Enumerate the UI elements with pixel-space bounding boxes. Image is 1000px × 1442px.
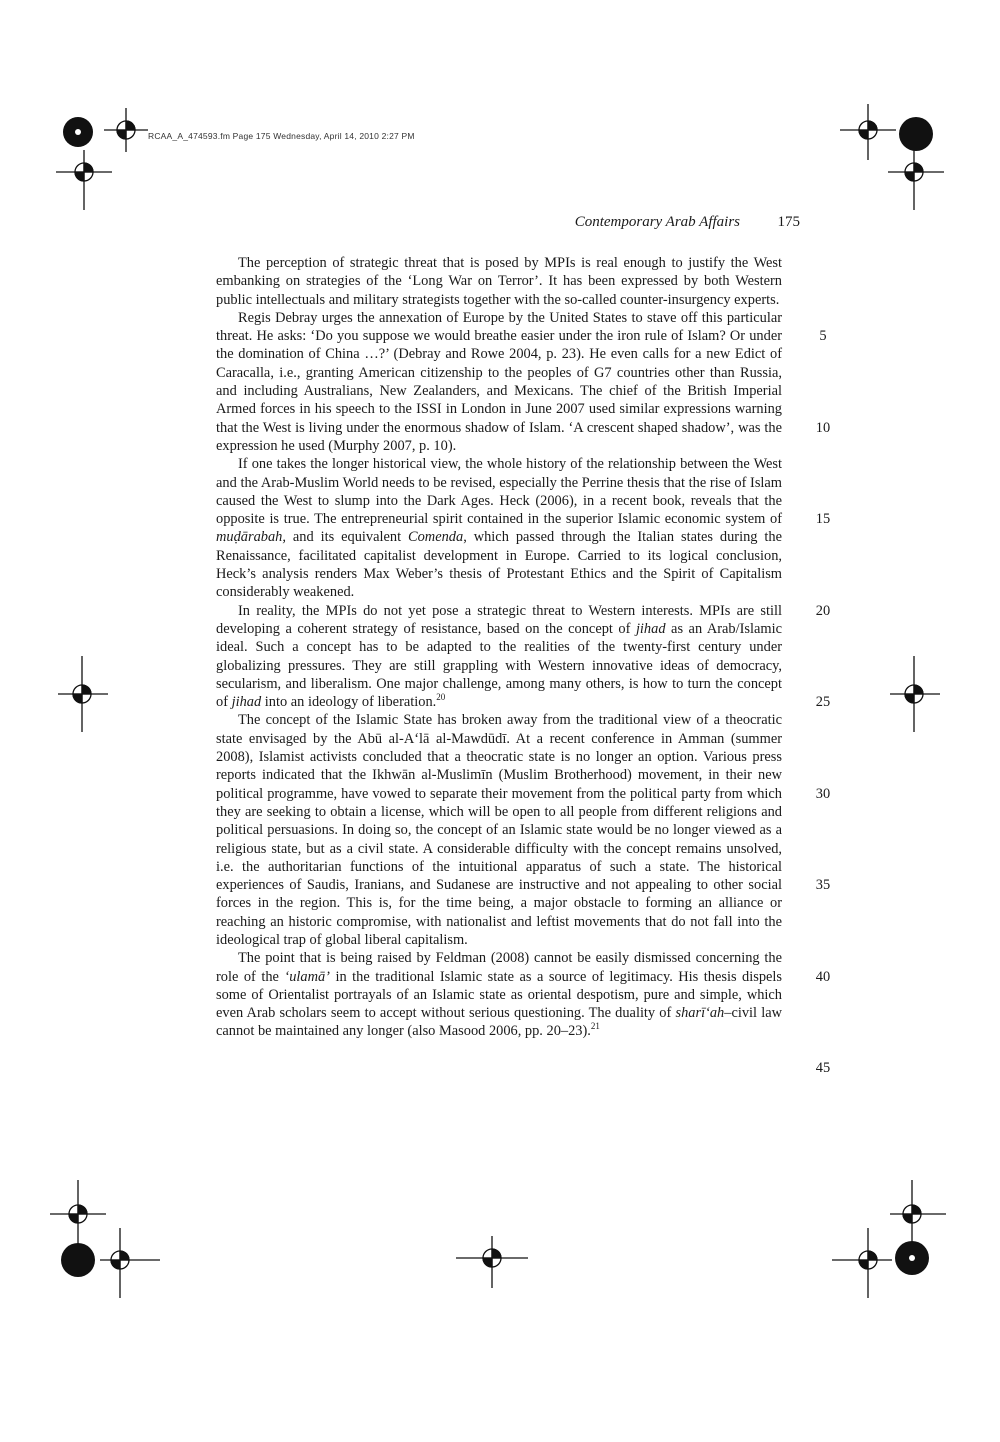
text-run: Regis Debray urges the annexation of Europe by the United States to stave off this particular threat. He asks: ‘Do you suppose we would breathe easier under the iron rule of Islam? Or under the domination of China …?’ (Debray and Rowe 2004, p. 23). He even calls for a new Edict of Caracalla, i.e., granting American citizenship to the peoples of G7 countries other than Russia, and including Australians, New Zealanders, and Mexicans. The chief of the British Imperial Armed forces in his speech to the ISSI in London in June 2007 used similar expressions warning that the West is living under the enormous shadow of Islam. ‘A crescent shaped shadow’, was the expression he used (Murphy 2007, p. 10). [216,309,782,454]
text-run: The point that is being raised by Feldman (2008) cannot be easily dismissed concerning the role of the [216,950,782,985]
registration-mark-bottom-left [56,1238,100,1282]
line-number: 30 [815,785,831,802]
registration-mark-bottom-right [890,1236,934,1280]
italic-term: jihad [231,694,262,711]
italic-term: jihad [635,620,666,637]
paragraph [216,309,782,455]
paragraph [216,949,782,1040]
crosshair-icon [56,150,112,210]
line-number: 20 [815,602,831,619]
crosshair-icon [58,656,108,732]
italic-term: ‘ulamā’ [284,968,330,985]
print-slug: RCAA_A_474593.fm Page 175 Wednesday, April 14, 2010 2:27 PM [148,131,415,141]
paragraph [216,602,782,712]
italic-term: Comenda [408,529,464,546]
italic-term: sharī‘ah [675,1005,725,1022]
registration-mark-top-left [56,110,100,154]
crosshair-icon [888,150,944,210]
line-number: 45 [815,1060,831,1077]
line-number: 40 [815,968,831,985]
text-run: and its equivalent [285,529,409,546]
crosshair-icon [456,1228,528,1288]
crosshair-icon [832,1228,892,1298]
text-run: In reality, the MPIs do not yet pose a strategic threat to Western interests. MPIs are still developing a coherent strategy of resistance, based on the concept of [216,602,782,637]
paragraph [216,711,782,949]
footnote-ref[interactable]: 21 [590,1021,600,1032]
text-run: –civil law cannot be maintained any longer (also Masood 2006, pp. 20–23). [216,1005,782,1040]
crosshair-icon [100,1228,160,1298]
line-number: 25 [815,694,831,711]
text-run: as an Arab/Islamic ideal. Such a concept has to be adapted to the realities of the twenty-first century under globalizing pressures. They are still grappling with Western innovative ideas of democracy, secularism, and liberalism. One major challenge, among many others, is how to turn the concept of [216,620,782,711]
text-run: , which passed through the Italian states during the Renaissance, facilitated capitalist development in Europe. Carried to its logical conclusion, Heck’s analysis renders Max Weber’s thesis of Protestant Ethics and the Spirit of Capitalism considerably weakened. [216,529,782,601]
page-header [430,214,800,236]
line-number: 35 [815,877,831,894]
page-number: 175 [777,214,800,230]
crosshair-icon [890,656,940,732]
italic-term: muḍārabah, [216,529,286,546]
line-number: 15 [815,511,831,528]
text-run: If one takes the longer historical view, the whole history of the relationship between the West and the Arab-Muslim World needs to be revised, especially the Perrine thesis that the rise of Islam caused the West to slump into the Dark Ages. Heck (2006), in a recent book, reveals that the opposite is true. The entrepreneurial spirit contained in the superior Islamic economic system of [216,456,782,528]
text-run: into an ideology of liberation. [261,694,437,711]
line-number: 5 [819,328,827,345]
paragraph [216,455,782,601]
line-number: 10 [815,419,831,436]
paragraph [216,254,782,309]
text-run: The perception of strategic threat that is posed by MPIs is real enough to justify the West embanking on strategies of the ‘Long War on Terror’. It has been expressed by both Western public intellectuals and military strategists together with the so-called counter-insurgency experts. [216,255,782,308]
footnote-ref[interactable]: 20 [436,692,446,703]
body-text [216,254,782,1041]
text-run: in the traditional Islamic state as a source of legitimacy. His thesis dispels some of Orientalist portrayals of an Islamic state as oriental despotism, pure and simple, which even Arab scholars seem to accept without serious questioning. The duality of [216,968,783,1022]
running-head: Contemporary Arab Affairs [574,214,740,230]
text-run: The concept of the Islamic State has broken away from the traditional view of a theocratic state envisaged by the Abū al-A‘lā al-Mawdūdī. At a recent conference in Amman (summer 2008), Islamist activists concluded that a theocratic state is no longer an option. Various press reports indicated that the Ikhwān al-Muslimīn (Muslim Brotherhood) movement, in their new political programme, have vowed to separate their movement from the political party from which they are seeking to obtain a license, which will be open to all people from different religions and political persuasions. In doing so, the concept of an Islamic state would be no longer viewed as a religious state, but as a civil state. A considerable difficulty with the concept remains unsolved, i.e. the authoritarian functions of the intuitional apparatus of such a state. The historical experiences of Saudis, Iranians, and Sudanese are instructive and not appealing to other social forces in the region. This is, for the time being, a major obstacle to forming an alliance or reaching an historic compromise, with nationalist and leftist movements that do not fall into the ideological trap of global liberal capitalism. [216,712,782,948]
crosshair-icon [104,108,148,152]
